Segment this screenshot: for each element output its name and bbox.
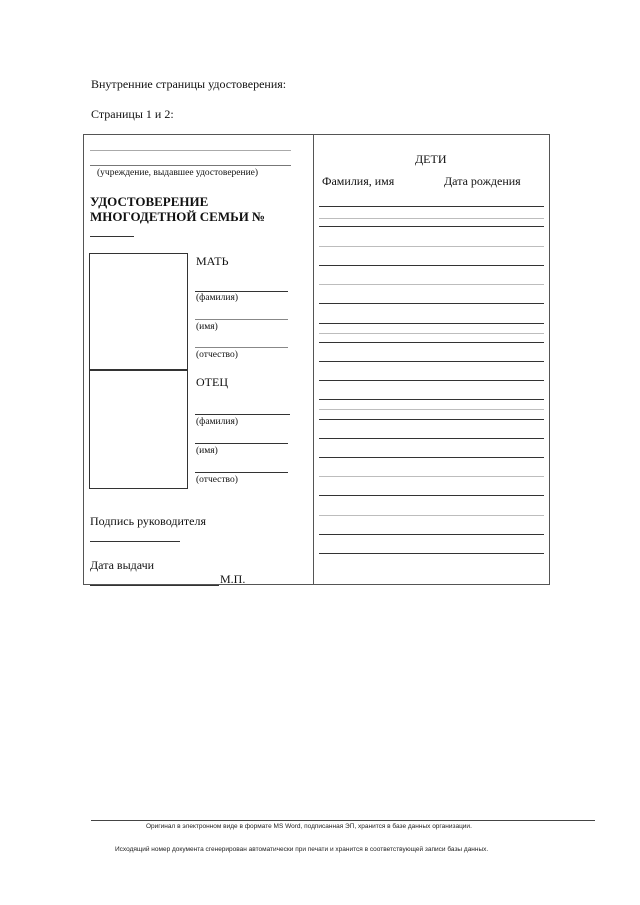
mother-surname-line bbox=[195, 291, 288, 292]
father-patronymic-line bbox=[195, 472, 288, 473]
child-row-line bbox=[319, 265, 544, 266]
children-heading: ДЕТИ bbox=[415, 152, 447, 166]
father-name-line bbox=[195, 443, 288, 444]
child-row-line bbox=[319, 380, 544, 381]
issuer-line-2 bbox=[90, 165, 291, 166]
issue-date-line bbox=[90, 585, 219, 586]
mother-surname-caption: (фамилия) bbox=[196, 293, 238, 303]
issuer-caption: (учреждение, выдавшее удостоверение) bbox=[97, 168, 259, 178]
child-row-line bbox=[319, 361, 544, 362]
child-row-line bbox=[319, 226, 544, 227]
signature-label: Подпись руководителя bbox=[90, 514, 206, 528]
mother-name-caption: (имя) bbox=[196, 322, 218, 332]
child-row-line bbox=[319, 303, 544, 304]
page-divider bbox=[313, 135, 314, 584]
certificate-spread bbox=[83, 134, 550, 585]
child-row-line bbox=[319, 457, 544, 458]
mother-name-line bbox=[195, 319, 288, 320]
father-surname-caption: (фамилия) bbox=[196, 417, 238, 427]
pages-label: Страницы 1 и 2: bbox=[91, 107, 174, 121]
footer-line-1: Оригинал в электронном виде в формате MS Word, подписанная ЭП, хранится в базе данных организации. bbox=[146, 823, 472, 830]
child-row-line bbox=[319, 323, 544, 324]
child-row-line bbox=[319, 438, 544, 439]
mother-photo-box bbox=[89, 253, 188, 370]
father-patronymic-caption: (отчество) bbox=[196, 475, 238, 485]
child-row-line bbox=[319, 515, 544, 516]
child-row-line bbox=[319, 409, 544, 410]
stamp-label: М.П. bbox=[220, 572, 246, 586]
column-name-header: Фамилия, имя bbox=[322, 174, 395, 188]
father-surname-line bbox=[195, 414, 290, 415]
intro-heading: Внутренние страницы удостоверения: bbox=[91, 77, 287, 91]
child-row-line bbox=[319, 284, 544, 285]
mother-patronymic-caption: (отчество) bbox=[196, 350, 238, 360]
certificate-title-line1: УДОСТОВЕРЕНИЕ bbox=[90, 194, 209, 209]
mother-heading: МАТЬ bbox=[196, 254, 229, 268]
child-row-line bbox=[319, 399, 544, 400]
child-row-line bbox=[319, 342, 544, 343]
child-row-line bbox=[319, 333, 544, 334]
certificate-title-line2: МНОГОДЕТНОЙ СЕМЬИ № bbox=[90, 209, 266, 224]
certificate-number-line bbox=[90, 236, 134, 237]
father-name-caption: (имя) bbox=[196, 446, 218, 456]
child-row-line bbox=[319, 246, 544, 247]
child-row-line bbox=[319, 534, 544, 535]
father-heading: ОТЕЦ bbox=[196, 375, 228, 389]
child-row-line bbox=[319, 218, 544, 219]
signature-line bbox=[90, 541, 180, 542]
child-row-line bbox=[319, 206, 544, 207]
child-row-line bbox=[319, 553, 544, 554]
column-birthdate-header: Дата рождения bbox=[444, 174, 521, 188]
footer-line-2: Исходящий номер документа сгенерирован автоматически при печати и хранится в соответствующей записи базы данных. bbox=[115, 846, 489, 853]
mother-patronymic-line bbox=[195, 347, 288, 348]
footer-rule bbox=[91, 820, 595, 821]
child-row-line bbox=[319, 419, 544, 420]
father-photo-box bbox=[89, 370, 188, 489]
issuer-line-1 bbox=[90, 150, 291, 151]
child-row-line bbox=[319, 495, 544, 496]
child-row-line bbox=[319, 476, 544, 477]
issue-date-label: Дата выдачи bbox=[90, 558, 155, 572]
